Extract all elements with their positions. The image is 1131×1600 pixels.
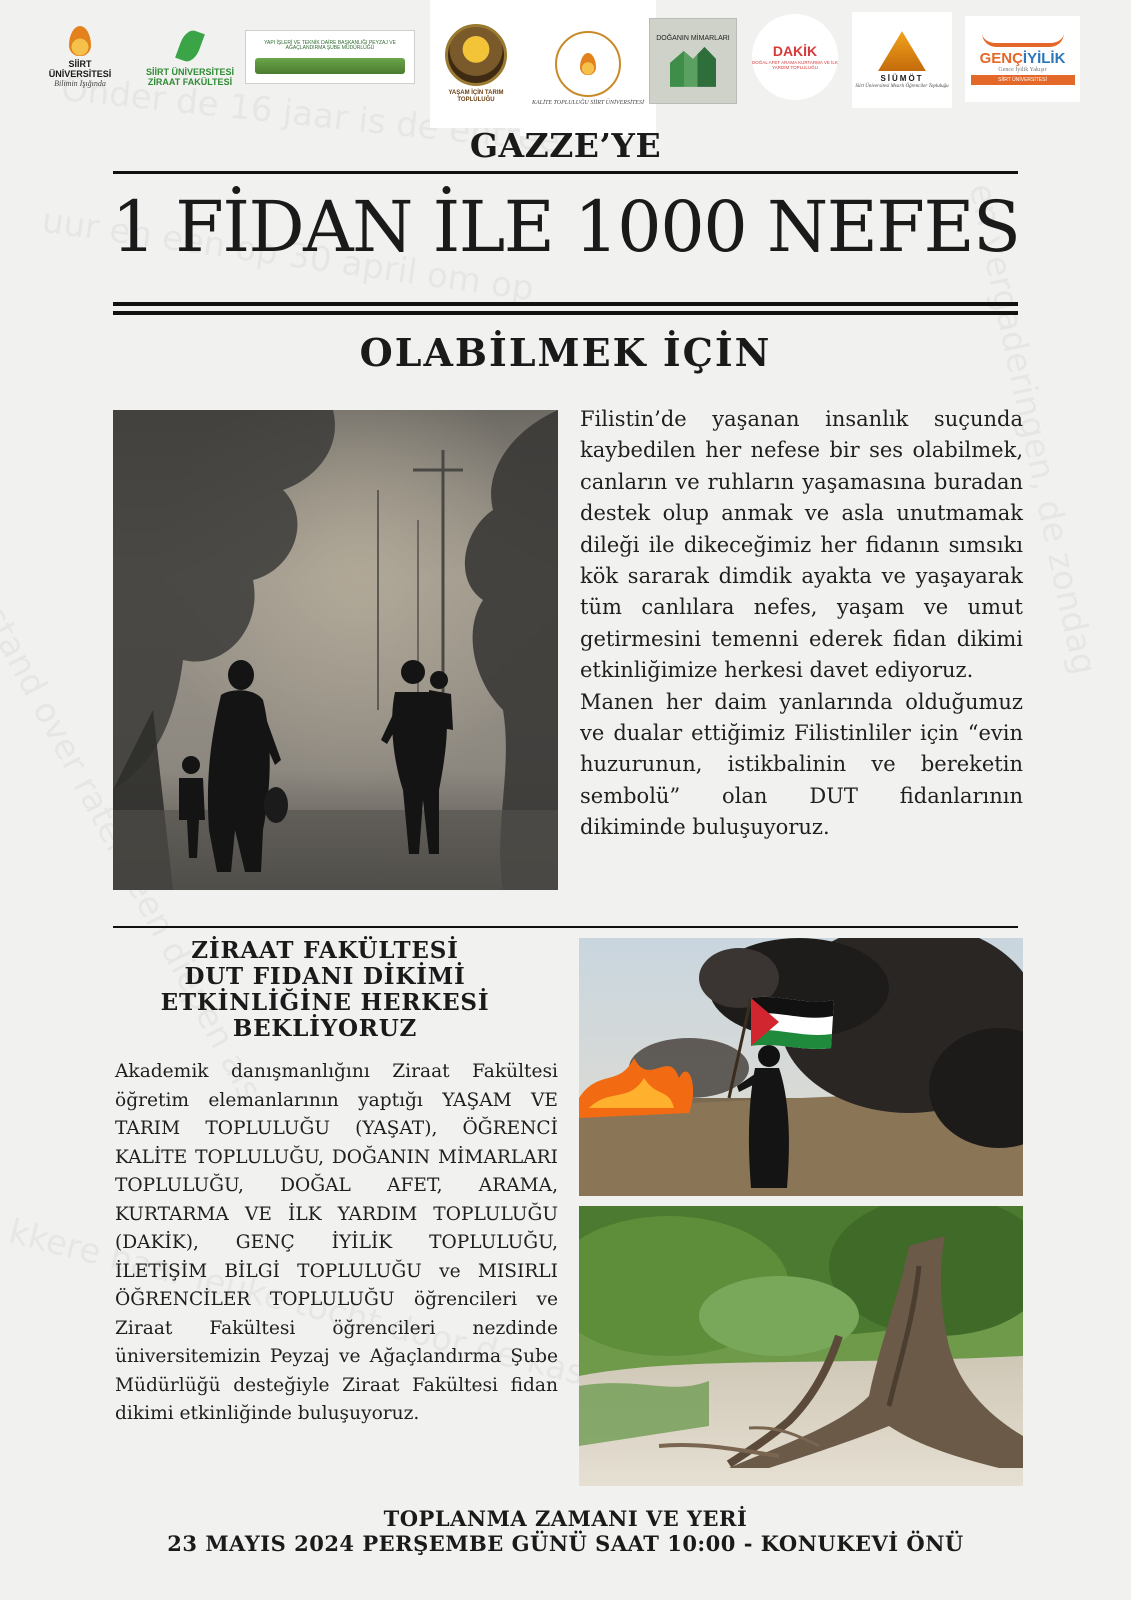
yasat-logo: YAŞAM İÇİN TARIM TOPLULUĞU <box>430 0 522 128</box>
protest-flag-photo <box>579 938 1023 1196</box>
subtitle: OLABİLMEK İÇİN <box>359 330 772 375</box>
dakik-logo: DAKİK DOĞAL AFET ARAMA KURTARMA VE İLK YARDIM TOPLULUĞU <box>752 14 838 100</box>
genc-iyilik-logo: GENÇİYİLİK Gence İyilik Yakışır SİİRT ÜNİVERSİTESİ <box>965 16 1080 102</box>
intro-paragraphs <box>580 404 1023 844</box>
header-rule-double-1 <box>113 302 1018 306</box>
leaf-icon <box>175 28 205 65</box>
mulberry-tree-photo <box>579 1206 1023 1486</box>
quality-society-logo: KALİTE TOPLULUĞU SİİRT ÜNİVERSİTESİ <box>520 0 656 136</box>
siirt-university-logo: SİİRT ÜNİVERSİTESİ Bilimin Işığında <box>40 12 120 102</box>
pretitle: GAZZE’YE <box>469 126 662 165</box>
pyramid-icon <box>878 31 926 71</box>
foggy-street-photo <box>113 410 558 890</box>
landscaping-office-logo: YAPI İŞLERİ VE TEKNİK DAİRE BAŞKANLIĞI PEYZAJ VE AĞAÇLANDIRMA ŞUBE MÜDÜRLÜĞÜ <box>245 30 415 84</box>
tree-planting-icon <box>255 58 405 74</box>
seal-icon <box>555 31 621 97</box>
meeting-label: TOPLANMA ZAMANI VE YERİ <box>383 1506 748 1531</box>
intro-paragraph-2: Manen her daim yanlarında olduğumuz ve dualar ettiğimiz Filistinliler için “evin huzurunun, istikbalinin ve bereketin sembolü” olan DUT fidanlarının dikiminde buluşuyoruz. <box>580 689 1023 840</box>
doganin-mimarlari-logo: DOĞANIN MİMARLARI <box>649 18 737 104</box>
main-title: 1 FİDAN İLE 1000 NEFES <box>111 186 1020 268</box>
header-rule-top <box>113 171 1018 174</box>
meeting-details: 23 MAYIS 2024 PERŞEMBE GÜNÜ SAAT 10:00 - KONUKEVİ ÖNÜ <box>167 1531 964 1556</box>
intro-paragraph-1: Filistin’de yaşanan insanlık suçunda kaybedilen her nefese bir ses olabilmek, canların ve ruhların yaşamasına buradan destek olup anmak ve asla unutmamak dileği ile dikeceğimiz her fidanın sımsıkı kök sararak dimdik ayakta ve yaşayarak tüm canlılara nefes, yaşam ve umut getirmesini temenni ederek fidan dikimi etkinliğimize herkesi davet ediyoruz. <box>580 407 1023 683</box>
sunrise-wreath-icon <box>445 24 507 86</box>
heart-wave-icon <box>982 33 1064 47</box>
siumot-logo: SİÜMÖT Siirt Üniversitesi Mısırlı Öğrenciler Topluluğu <box>852 12 952 108</box>
invitation-heading: ZİRAAT FAKÜLTESİ DUT FIDANI DİKİMİ ETKİNLİĞİNE HERKESİ BEKLİYORUZ <box>160 937 490 1042</box>
agriculture-faculty-logo: SİİRT ÜNİVERSİTESİ ZİRAAT FAKÜLTESİ <box>145 14 235 104</box>
invitation-body: Akademik danışmanlığını Ziraat Fakültesi öğretim elemanlarının yaptığı YAŞAM VE TARIM TOPLULUĞU (YAŞAT), ÖĞRENCİ KALİTE TOPLULUĞU, DOĞANIN MİMARLARI TOPLULUĞU, DOĞAL AFET, ARAMA, KURTARMA VE İLK YARDIM TOPLULUĞU (DAKİK), GENÇ İYİLİK TOPLULUĞU, İLETİŞİM BİLGİ TOPLULUĞU ve MISIRLI ÖĞRENCİLER TOPLULUĞU öğrencileri ve Ziraat Fakültesi öğrencileri nezdinde üniversitemizin Peyzaj ve Ağaçlandırma Şube Müdürlüğü desteğiyle Ziraat Fakültesi fidan dikimi etkinliğinde buluşuyoruz. <box>115 1061 558 1424</box>
flame-icon <box>69 26 91 56</box>
section-rule <box>113 926 1018 928</box>
header-rule-double-2 <box>113 311 1018 315</box>
sponsor-logo-strip <box>40 8 1100 128</box>
buildings-icon <box>670 47 716 87</box>
